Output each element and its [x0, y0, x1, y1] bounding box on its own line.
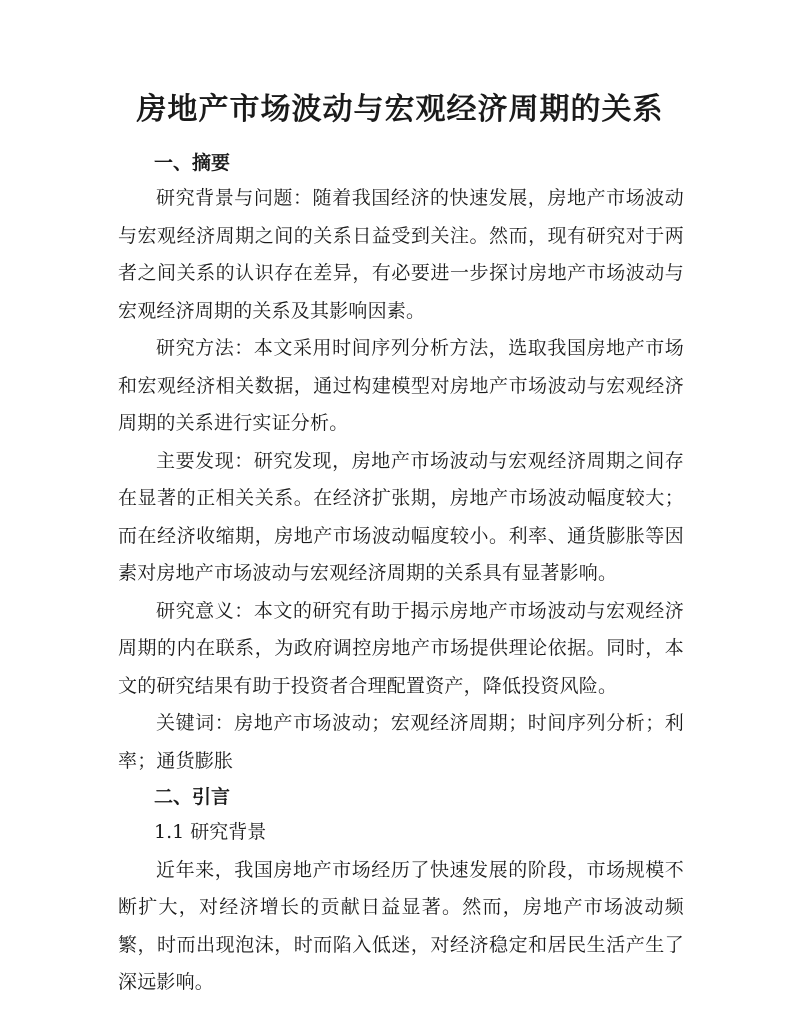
abstract-keywords-paragraph: 关键词：房地产市场波动；宏观经济周期；时间序列分析；利率；通货膨胀	[118, 712, 684, 772]
abstract-findings-paragraph: 主要发现：研究发现，房地产市场波动与宏观经济周期之间存在显著的正相关关系。在经济扩张期，房地产市场波动幅度较大；而在经济收缩期，房地产市场波动幅度较小。利率、通货膨胀等因素对房地产市场波动与宏观经济周期的关系具有显著影响。	[118, 449, 684, 584]
document-body	[118, 146, 684, 1002]
abstract-method-paragraph: 研究方法：本文采用时间序列分析方法，选取我国房地产市场和宏观经济相关数据，通过构建模型对房地产市场波动与宏观经济周期的关系进行实证分析。	[118, 337, 684, 434]
introduction-heading: 二、引言	[154, 786, 231, 808]
abstract-significance-paragraph: 研究意义：本文的研究有助于揭示房地产市场波动与宏观经济周期的内在联系，为政府调控房地产市场提供理论依据。同时，本文的研究结果有助于投资者合理配置资产，降低投资风险。	[118, 599, 684, 697]
document-title: 房地产市场波动与宏观经济周期的关系	[136, 92, 664, 127]
abstract-heading: 一、摘要	[154, 152, 231, 174]
abstract-background-paragraph: 研究背景与问题：随着我国经济的快速发展，房地产市场波动与宏观经济周期之间的关系日益受到关注。然而，现有研究对于两者之间关系的认识存在差异，有必要进一步探讨房地产市场波动与宏观经济周期的关系及其影响因素。	[118, 187, 684, 322]
research-background-subheading: 1.1 研究背景	[154, 821, 267, 843]
introduction-paragraph: 近年来，我国房地产市场经历了快速发展的阶段，市场规模不断扩大，对经济增长的贡献日益显著。然而，房地产市场波动频繁，时而出现泡沫，时而陷入低迷，对经济稳定和居民生活产生了深远影响。	[118, 858, 684, 993]
